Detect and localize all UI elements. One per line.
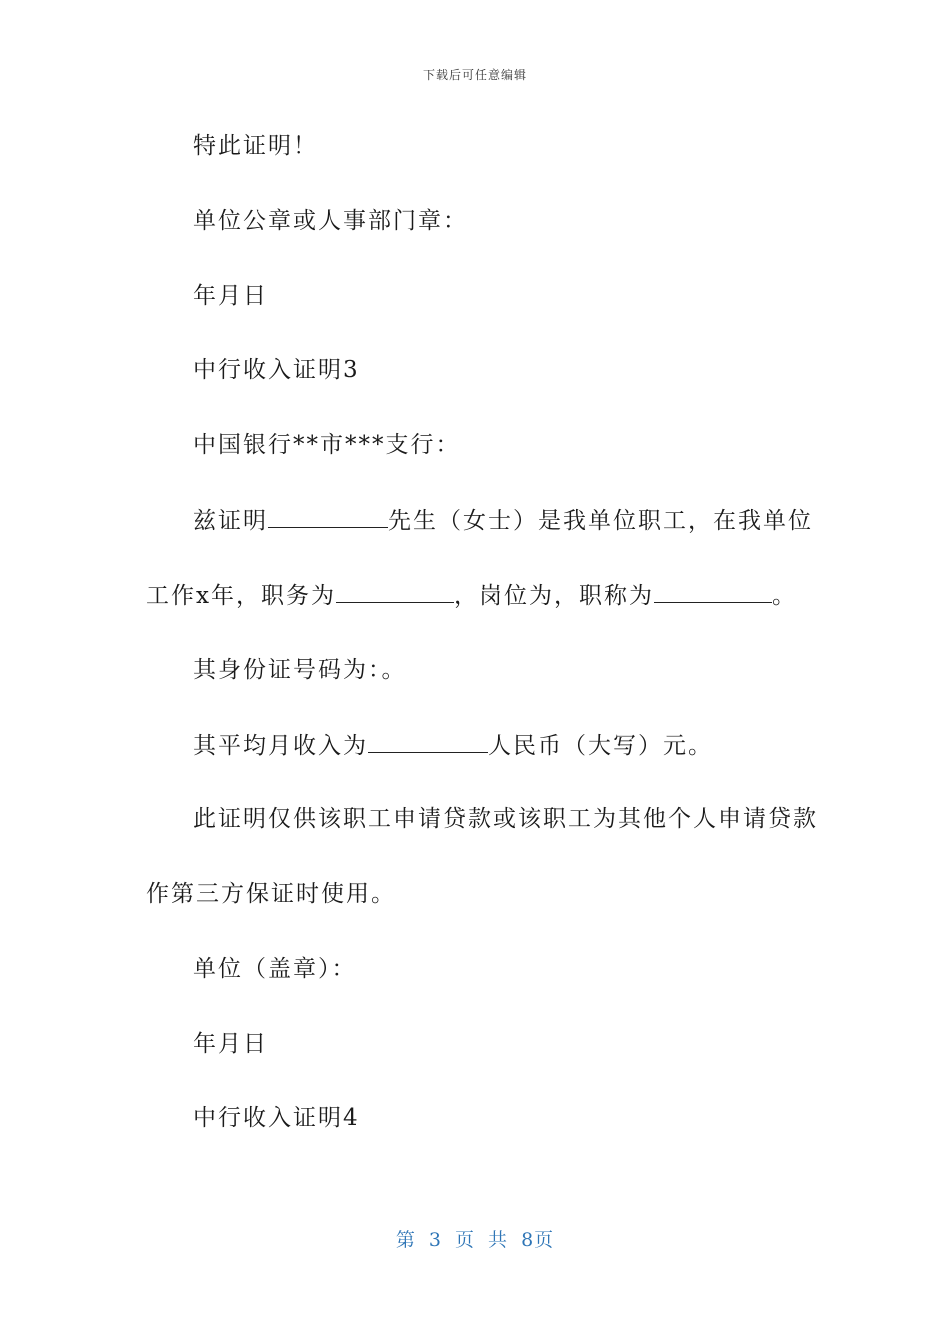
employment-line [146, 580, 797, 611]
employment-text-mid: ，岗位为，职称为 [453, 583, 654, 609]
section-title: 中行收入证明3 [193, 357, 360, 383]
date-line-2: 年月日 [193, 1031, 268, 1057]
unit-seal-label: 单位（盖章）： [193, 956, 357, 982]
employment-text-start: 工作x年，职务为 [146, 583, 336, 609]
usage-statement-continued: 作第三方保证时使用。 [146, 881, 396, 907]
income-text-start: 其平均月收入为 [193, 733, 368, 759]
income-line [193, 730, 713, 761]
page-indicator: 第 3 页 共 8页 [395, 1229, 555, 1251]
seal-label: 单位公章或人事部门章： [193, 208, 468, 234]
usage-statement: 此证明仅供该职工申请贷款或该职工为其他个人申请贷款 [193, 806, 818, 832]
certify-line [193, 505, 813, 536]
page-header-note: 下载后可任意编辑 [422, 68, 527, 82]
position-blank [336, 580, 454, 603]
income-blank [368, 730, 488, 753]
id-number-line: 其身份证号码为：。 [193, 657, 407, 683]
certify-text-start: 兹证明 [193, 508, 268, 534]
section-title-next: 中行收入证明4 [193, 1105, 360, 1131]
date-line: 年月日 [193, 283, 268, 309]
addressee: 中国银行**市***支行： [193, 432, 461, 458]
employment-text-end: 。 [771, 583, 797, 609]
name-blank [268, 505, 388, 528]
income-text-end: 人民币（大写）元。 [488, 733, 713, 759]
closing-statement: 特此证明！ [193, 133, 318, 159]
certify-text-end: 先生（女士）是我单位职工，在我单位 [388, 508, 813, 534]
title-blank [654, 580, 772, 603]
